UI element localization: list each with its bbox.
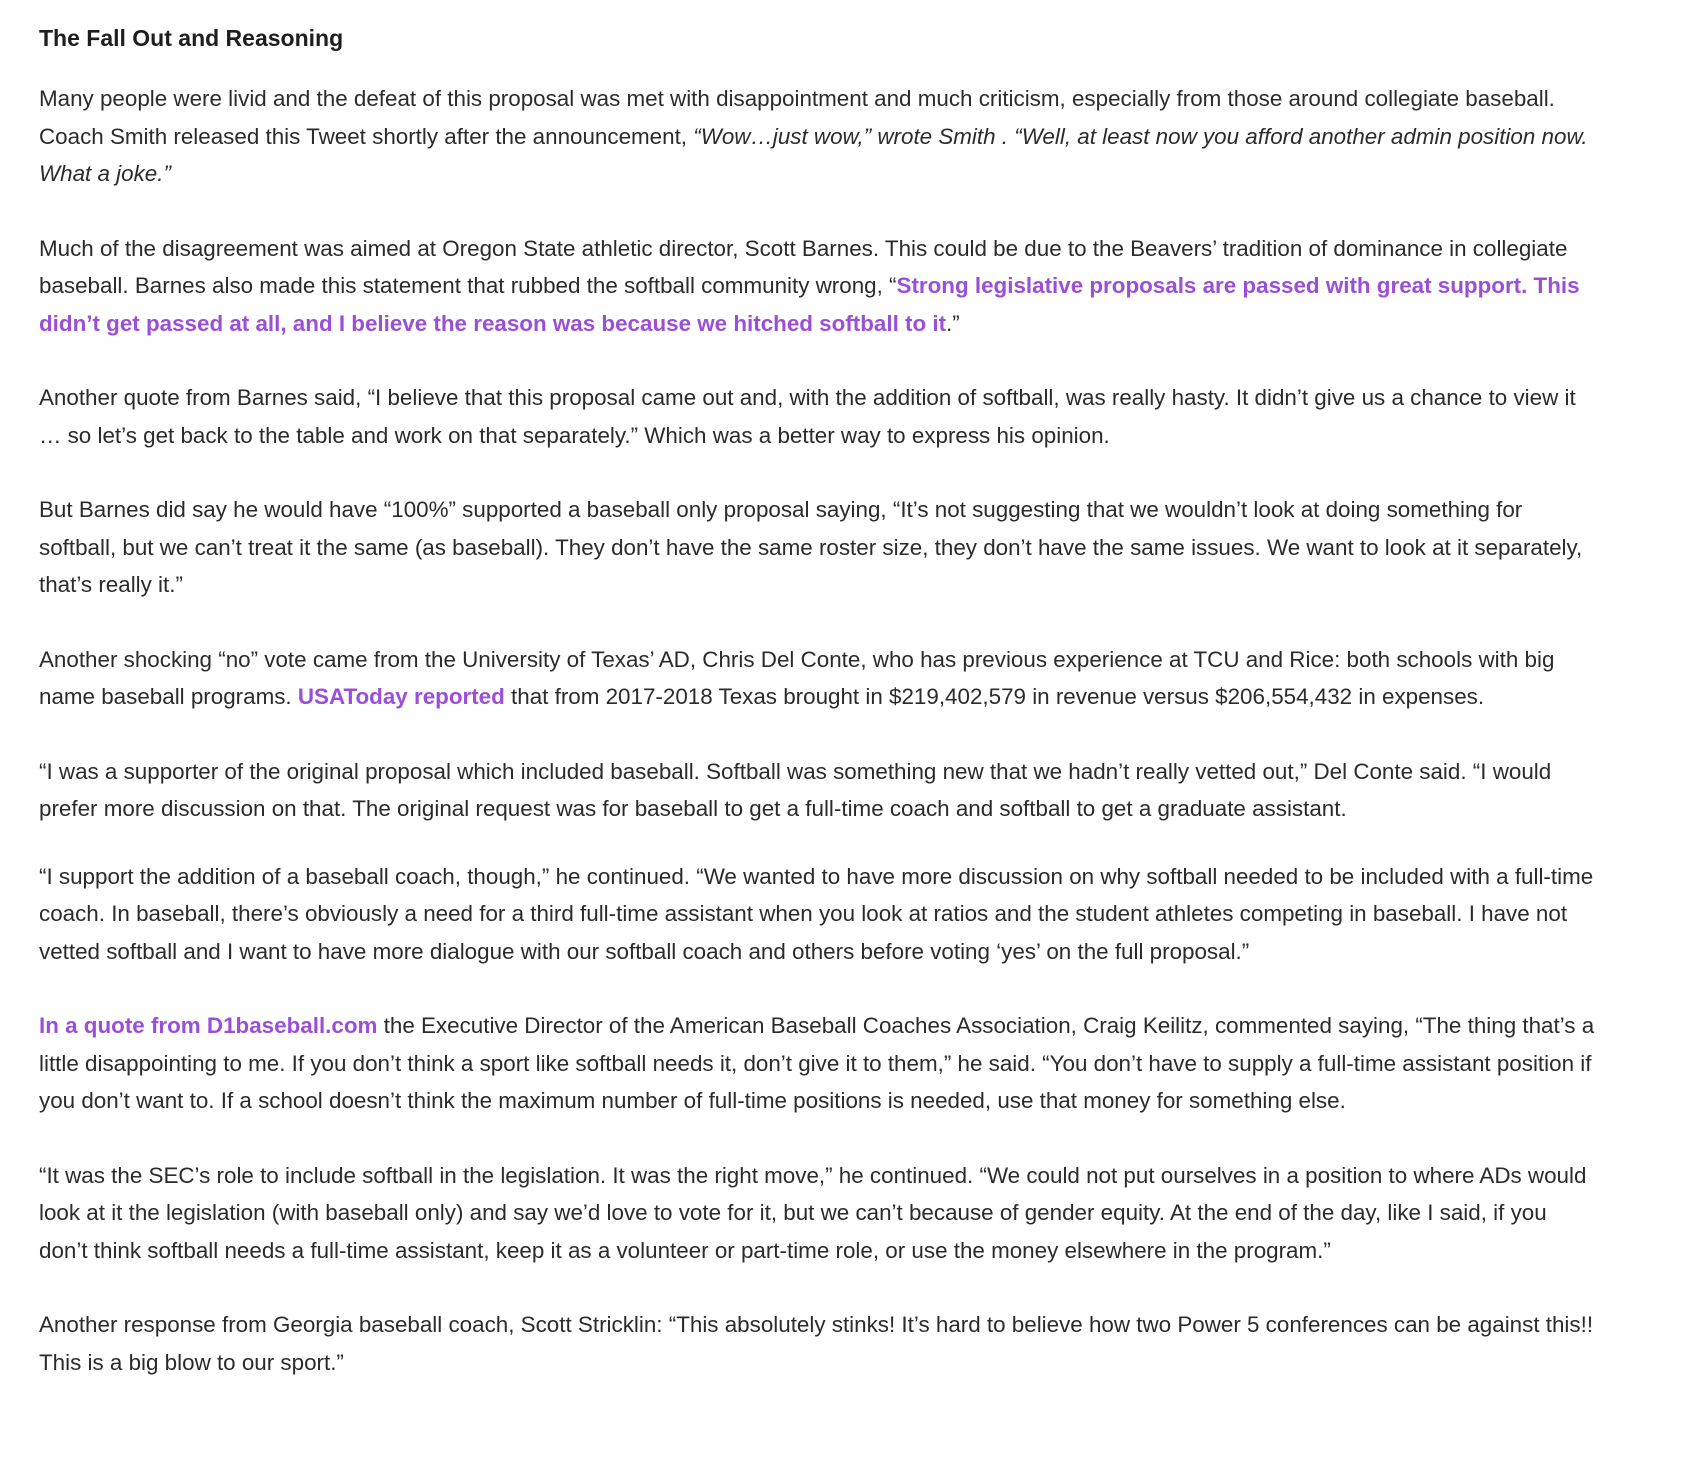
- paragraph-text: the Executive Director of the American Baseball Coaches Association, Craig Keilitz, commented saying, “The thing that’s a little disappointing to me. If you don’t think a sport like softball needs it, don’t give it to them,” he said. “You don’t have to supply a full-time assistant position if you don’t want to. If a school doesn’t think the maximum number of full-time positions is needed, use that money for something else.: [39, 1013, 1595, 1113]
- paragraph-text: Much of the disagreement was aimed at Oregon State athletic director, Scott Barnes. This could be due to the Beavers’ tradition of dominance in collegiate baseball. Barnes also made this statement that rubbed the softball community wrong, “: [39, 235, 1568, 298]
- paragraph-del-conte-continued: “I support the addition of a baseball coach, though,” he continued. “We wanted to have more discussion on why softball needed to be included with a full-time coach. In baseball, there’s obviously a need for a third full-time assistant when you look at ratios and the student athletes competing in baseball. I have not vetted softball and I want to have more dialogue with our softball coach and others before voting ‘yes’ on the full proposal.”: [39, 863, 1594, 964]
- paragraph-stricklin-quote: Another response from Georgia baseball coach, Scott Stricklin: “This absolutely stinks! It’s hard to believe how two Power 5 conferences can be against this!! This is a big blow to our sport.”: [39, 1312, 1594, 1375]
- paragraph-text: Many people were livid and the defeat of this proposal was met with disappointment and much criticism, especially from those around collegiate baseball. Coach Smith released this Tweet shortly after the announcement,: [39, 86, 1555, 149]
- paragraph-smith-tweet: [39, 80, 1599, 193]
- paragraph-text: Another shocking “no” vote came from the University of Texas’ AD, Chris Del Conte, who has previous experience at TCU and Rice: both schools with big name baseball programs.: [39, 646, 1555, 709]
- paragraph-text: that from 2017-2018 Texas brought in $219,402,579 in revenue versus $206,554,432 in expenses.: [504, 684, 1485, 709]
- paragraph-keilitz-continued: “It was the SEC’s role to include softball in the legislation. It was the right move,” he continued. “We could not put ourselves in a position to where ADs would look at it the legislation (with baseball only) and say we’d love to vote for it, but we can’t because of gender equity. At the end of the day, like I said, if you don’t think softball needs a full-time assistant, keep it as a volunteer or part-time role, or use the money elsewhere in the program.”: [39, 1162, 1587, 1263]
- paragraph-barnes-baseball-only: But Barnes did say he would have “100%” supported a baseball only proposal saying, “It’s not suggesting that we wouldn’t look at doing something for softball, but we can’t treat it the same (as baseball). They don’t have the same roster size, they don’t have the same issues. We want to look at it separately, that’s really it.”: [39, 497, 1583, 597]
- paragraph-text: .”: [946, 310, 960, 336]
- section-heading: The Fall Out and Reasoning: [39, 25, 344, 51]
- barnes-quote-link[interactable]: Strong legislative proposals are passed with great support. This didn’t get passed at all, and I believe the reason was because we hitched softball to it: [39, 273, 1580, 336]
- tweet-quote: “Wow…just wow,” wrote Smith . “Well, at least now you afford another admin position now. What a joke.”: [39, 123, 1588, 186]
- paragraph-del-conte-quote: “I was a supporter of the original proposal which included baseball. Softball was something new that we hadn’t really vetted out,” Del Conte said. “I would prefer more discussion on that. The original request was for baseball to get a full-time coach and softball to get a graduate assistant.: [39, 758, 1552, 821]
- paragraph-keilitz-quote: [39, 1007, 1599, 1120]
- paragraph-barnes-quote: Another quote from Barnes said, “I believe that this proposal came out and, with the addition of softball, was really hasty. It didn’t give us a chance to view it … so let’s get back to the table and work on that separately.” Which was a better way to express his opinion.: [39, 385, 1576, 448]
- paragraph-del-conte-vote: [39, 641, 1599, 716]
- d1baseball-link[interactable]: In a quote from D1baseball.com: [39, 1013, 378, 1038]
- usatoday-link[interactable]: USAToday reported: [297, 684, 505, 709]
- paragraph-barnes-statement: [39, 230, 1599, 343]
